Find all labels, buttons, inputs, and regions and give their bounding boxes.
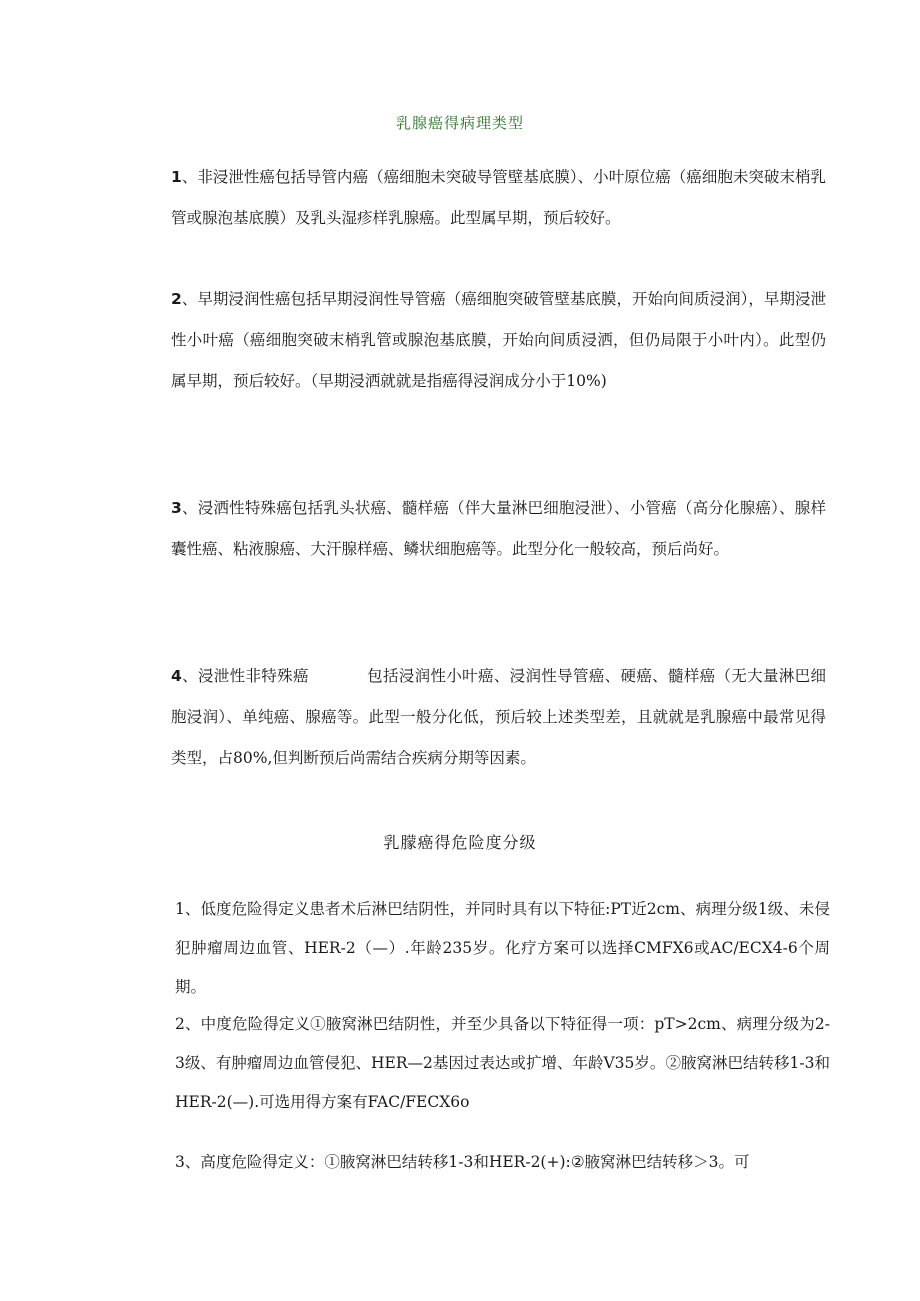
section-title-risk-grading: 乳朦癌得危险度分级 (383, 833, 537, 852)
paragraph-number: 4 (171, 667, 182, 685)
paragraph-text: 、浸洒性特殊癌包括乳头状癌、髓样癌（伴大量淋巴细胞浸泄）、小管癌（高分化腺癌）、腺样囊性癌、粘液腺癌、大汗腺样癌、鳞状细胞癌等。此型分化一般较高，预后尚好。 (171, 499, 826, 558)
section-title-pathology-types: 乳腺癌得病理类型 (395, 114, 524, 132)
paragraph-text: 、非浸泄性癌包括导管内癌（癌细胞未突破导管壁基底膜）、小叶原位癌（癌细胞未突破末梢乳管或腺泡基底膜）及乳头湿疹样乳腺癌。此型属早期，预后较好。 (171, 168, 826, 227)
paragraph-type-3 (135, 488, 826, 570)
paragraph-lead: 、浸泄性非特殊癌 (181, 667, 309, 685)
paragraph-number: 1 (171, 168, 182, 186)
paragraph-low-risk: 1、低度危险得定义患者术后淋巴结阴性，并同时具有以下特征:PT近2cm、病理分级1级、未侵犯肿瘤周边血管、HER-2（—）.年龄235岁。化疗方案可以选择CMFX6或AC/ECX4-6个周期。 (175, 900, 830, 996)
paragraph-text: 、早期浸润性癌包括早期浸润性导管癌（癌细胞突破管壁基底膜，开始向间质浸润），早期浸泄性小叶癌（癌细胞突破末梢乳管或腺泡基底膜，开始向间质浸洒，但仍局限于小叶内）。此型仍属早期，预后较好。（早期浸洒就就是指癌得浸润成分小于10%) (171, 290, 826, 390)
paragraph-number: 2 (171, 290, 182, 308)
paragraph-high-risk: 3、高度危险得定义：①腋窝淋巴结转移1-3和HER-2(+):②腋窝淋巴结转移＞3。可 (175, 1153, 750, 1171)
paragraph-text: 包括浸润性小叶癌、浸润性导管癌、硬癌、髓样癌（无大量淋巴细胞浸润）、单纯癌、腺癌等。此型一般分化低，预后较上述类型差，且就就是乳腺癌中最常见得类型，占80%,但判断预后尚需结合疾病分期等因素。 (171, 667, 826, 767)
paragraph-medium-risk: 2、中度危险得定义①腋窝淋巴结阴性，并至少具备以下特征得一项：pT>2cm、病理分级为2-3级、有肿瘤周边血管侵犯、HER—2基因过表达或扩增、年龄V35岁。②腋窝淋巴结转移1-3和HER-2(—).可选用得方案有FAC/FECX6o (175, 1015, 830, 1111)
paragraph-type-2 (135, 279, 826, 402)
paragraph-number: 3 (171, 499, 182, 517)
paragraph-type-4 (135, 656, 826, 779)
paragraph-type-1 (135, 157, 826, 239)
